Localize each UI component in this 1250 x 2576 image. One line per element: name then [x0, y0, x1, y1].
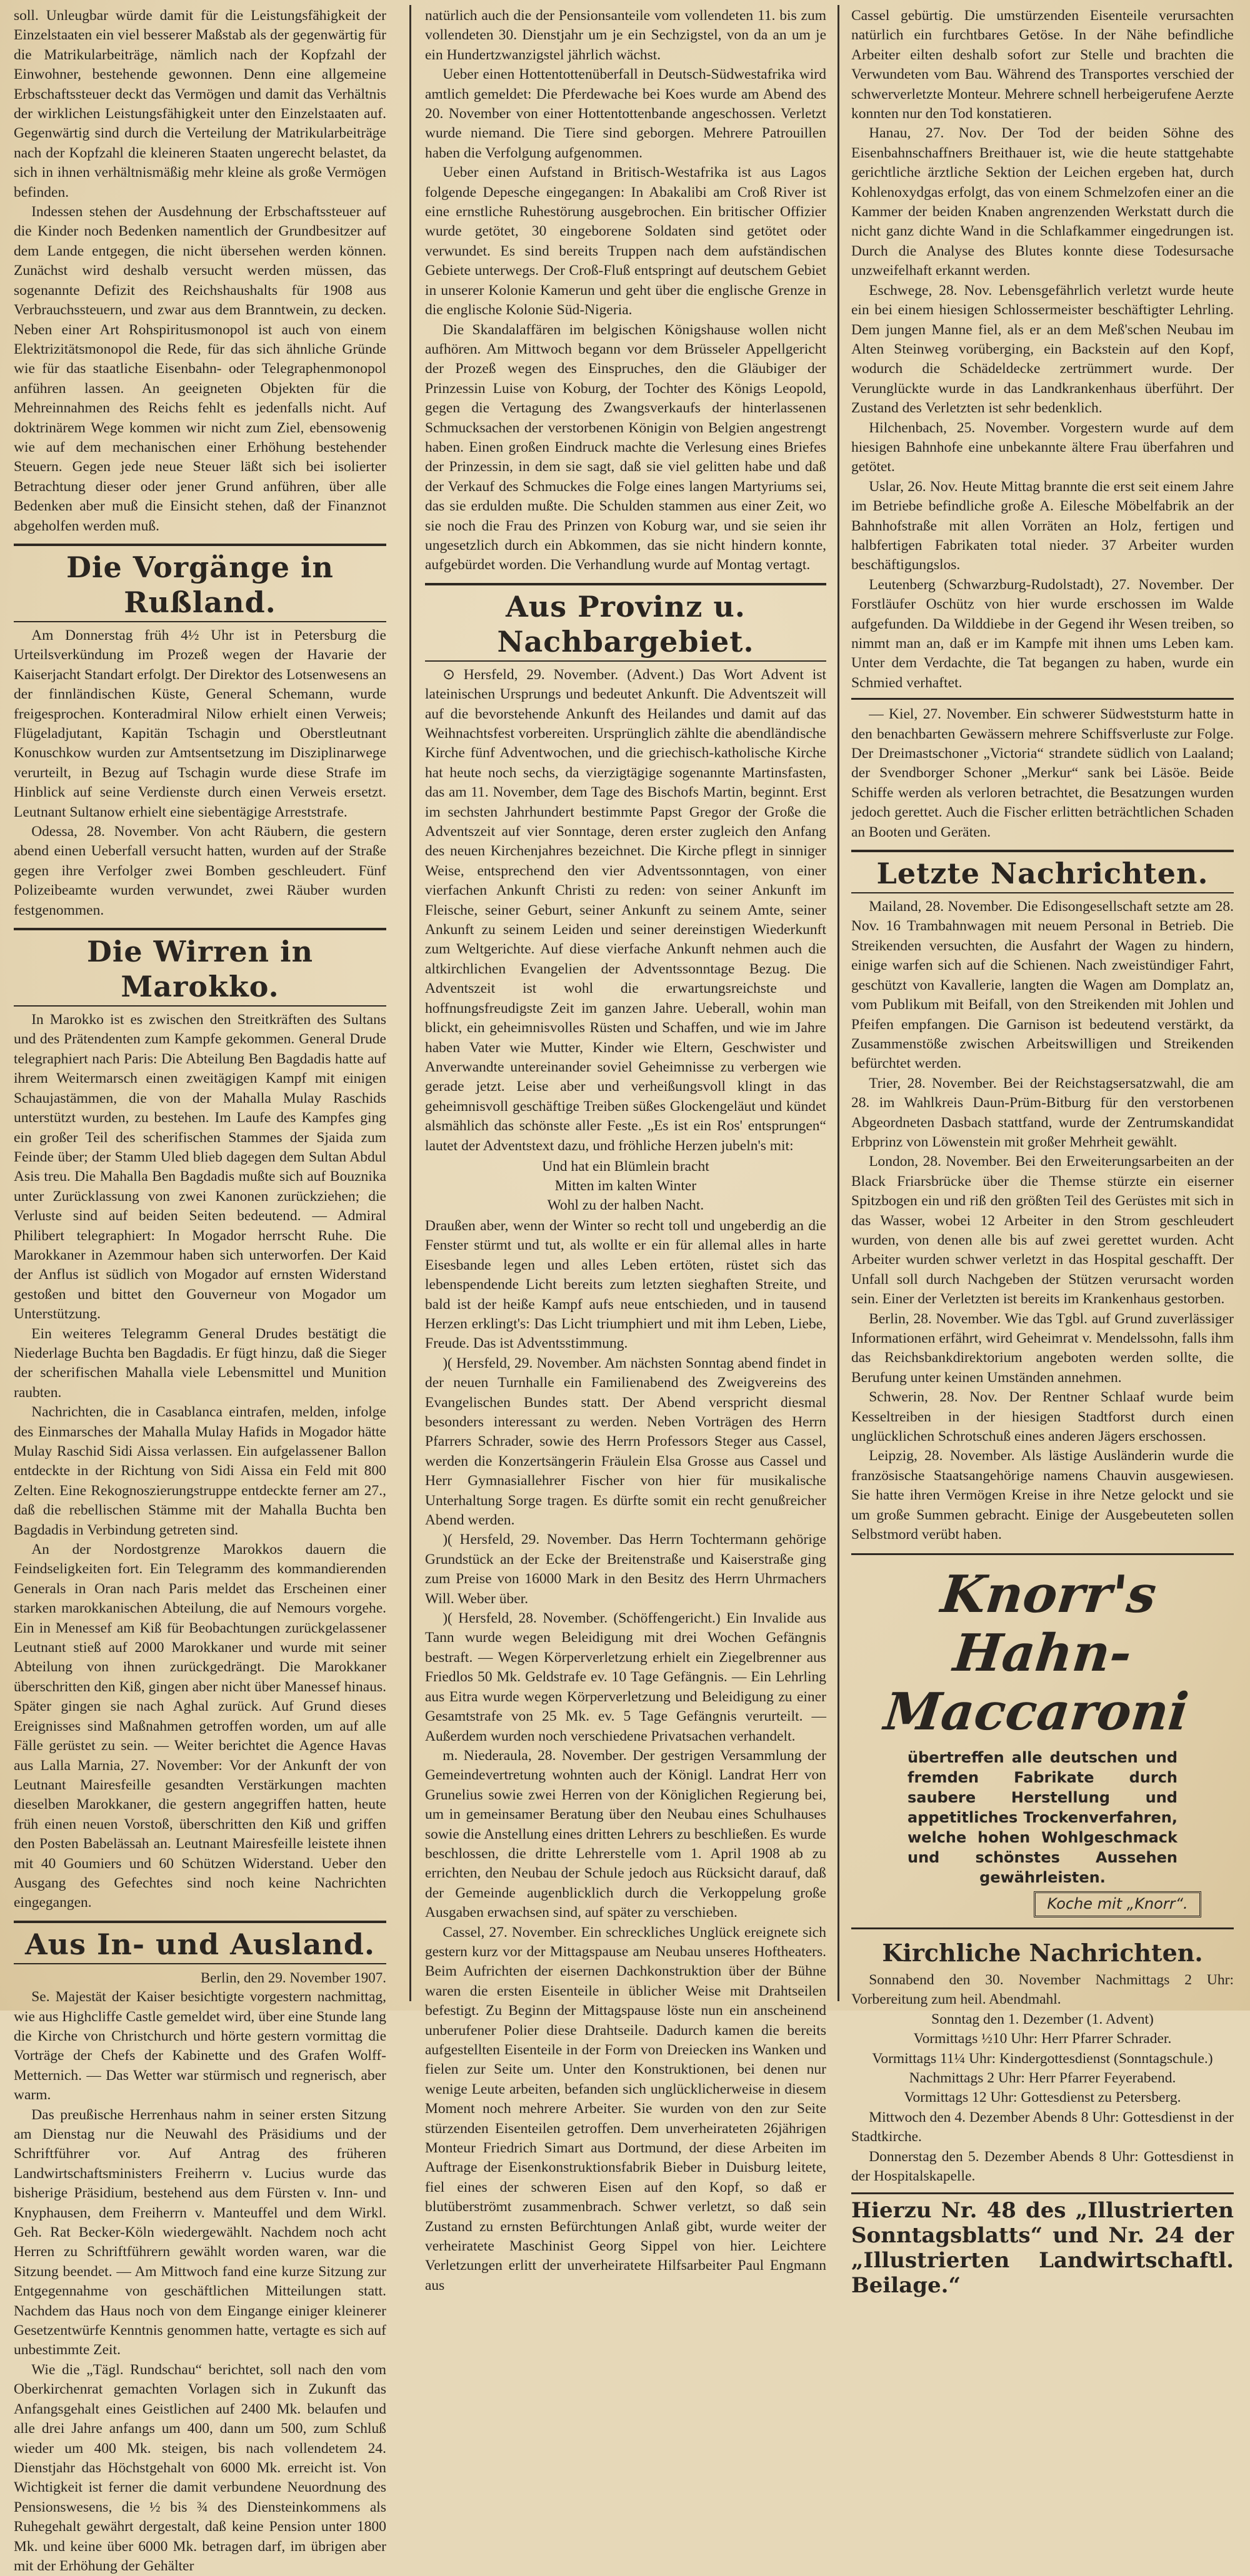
ad-logo-line: Hahn- [951, 1623, 1134, 1684]
section-heading-marokko: Die Wirren in Marokko. [14, 928, 386, 1007]
article-paragraph: m. Niederaula, 28. November. Der gestrigen Versammlung der Gemeindevertretung wohnten auch der Königl. Landrat Herr von Grunelius sowie zwei Herren von der Königlichen Regierung bei, um in gemeinsamer Beratung über den Neubau eines Schulhauses sowie die Anstellung eines dritten Lehrers zu beschließen. Es wurde beschlossen, die dritte Lehrerstelle vom 1. April 1908 ab zu errichten, den Neubau der Schule jedoch aus Rücksicht darauf, daß der Gemeinde augenblicklich durch die Verkoppelung große Ausgaben erwachsen sind, auf später zu verschieben. [425, 1747, 826, 1921]
church-notice: Mittwoch den 4. Dezember Abends 8 Uhr: Gottesdienst in der Stadtkirche. [851, 2109, 1234, 2146]
article-paragraph: Am Donnerstag früh 4½ Uhr ist in Petersburg die Urteilsverkündung im Prozeß wegen der Havarie der Kaiserjacht Standart erfolgt. Der Direktor des Lotsenwesens an der finnländischen Küste, General Schemann, wurde freigesprochen. Konteradmiral Nilow erhielt einen Verweis; Flügeladjutant, Kapitän Tschagin und Oberstleutnant Konuschkow wurden zur Amtsentsetzung im Disziplinarwege verurteilt, in Bezug auf Tschagin wurde diese Strafe im Hinblick auf seine Verdienste durch einen Verweis ersetzt. Leutnant Sultanow erhielt eine siebentägige Arreststrafe. [14, 627, 386, 820]
article-paragraph: Eschwege, 28. Nov. Lebensgefährlich verletzt wurde heute ein bei einem hiesigen Schlossermeister beschäftigter Lehrling. Dem jungen Manne fiel, als er an dem Meß'schen Neubau im Alten Steinweg vorüberging, ein Backstein auf den Kopf, wodurch die Schädeldecke zertrümmert wurde. Der Verunglückte wurde in das Landkrankenhaus überführt. Der Zustand des Verletzten ist sehr bedenklich. [851, 282, 1234, 417]
article-paragraph: Das preußische Herrenhaus nahm in seiner ersten Sitzung am Dienstag nur die Neuwahl des Präsidiums und der Schriftführer vor. Auf Antrag des früheren Landwirtschaftsministers Freiherrn v. Lucius wurde das bisherige Präsidium, bestehend aus dem Fürsten v. Inn- und Knyphausen, dem Freiherrn v. Manteuffel und dem Wirkl. Geh. Rat Becker-Köln wiedergewählt. Nachdem noch acht Herren zu Schriftführern gewählt worden waren, war die Sitzung beendet. — Am Mittwoch fand eine kurze Sitzung zur Entgegennahme von geschäftlichen Mitteilungen statt. Nachdem das Haus noch von dem Eingange einiger kleinerer Gesetzentwürfe Kenntnis genommen hatte, vertagte es sich auf unbestimmte Zeit. [14, 2106, 386, 2359]
article-paragraph: Draußen aber, wenn der Winter so recht toll und ungeberdig an die Fenster stürmt und tut, als wollte er ein für allemal alles in harte Eisesbande legen und alles Leben ertöten, rüstet sich das lebenspendende Licht bereits zum letzten sieghaften Streite, und bald ist der heiße Kampf aufs neue entschieden, und in tausend Herzen erklingt's: Das Licht triumphiert und mit ihm Leben, Liebe, Freude. Das ist Adventsstimmung. [425, 1217, 826, 1352]
article-paragraph: Odessa, 28. November. Von acht Räubern, die gestern abend einen Ueberfall versucht hatten, wurden auf der Straße gegen ihre Verfolger zwei Bomben geschleudert. Fünf Polizeibeamte wurden verwundet, zwei Räuber wurden festgenommen. [14, 823, 386, 918]
article-paragraph: Nachrichten, die in Casablanca eintrafen, melden, infolge des Einmarsches der Mahalla Mulay Hafids in Mogador hätte Mulay Raschid Sidi Aissa verlassen. Ein aufgelassener Ballon entdeckte in der Richtung von Sidi Aissa ein Feld mit 800 Zelten. Eine Rekognoszierungstruppe entdeckte ferner am 27., daß die rebellischen Stämme mit der Mahalla Buchta ben Bagdadis in Verbindung getreten sind. [14, 1404, 386, 1538]
article-paragraph: An der Nordostgrenze Marokkos dauern die Feindseligkeiten fort. Ein Telegramm des kommandierenden Generals in Oran nach Paris meldet das Erscheinen einer starken marokkanischen Abteilung, die auf Nemours vorgehe. Ein in Menessef am Kiß für Beobachtungen zurückgelassener Leutnant stieß auf 2000 Marokkaner und wurde mit seiner Abteilung von ihnen zurückgedrängt. Die Marokkaner überschritten den Kiß, gingen aber nicht über Manessef hinaus. Später gingen sie nach Aghal zurück. Auf Grund dieses Ereignisses sind Maßnahmen getroffen worden, um auf alle Fälle gerüstet zu sein. — Weiter berichtet die Agence Havas aus Lalla Marnia, 27. November: Vor der Ankunft der von Leutnant Mairesfeille gesandten Verstärkungen machten dieselben Marokkaner, die gestern angegriffen hatten, heute früh einen neuen Vorstoß, überschritten den Kiß und griffen den Posten Babelässah an. Leutnant Mairesfeille leistete ihnen mit 40 Goumiers und 60 Schützen Widerstand. Ueber den Ausgang des Gefechtes sind noch keine Nachrichten eingegangen. [14, 1541, 386, 1911]
church-notice: Donnerstag den 5. Dezember Abends 8 Uhr: Gottesdienst in der Hospitalskapelle. [851, 2148, 1234, 2184]
article-paragraph: Uslar, 26. Nov. Heute Mittag brannte die erst seit einem Jahre im Betriebe befindliche große A. Eilesche Möbelfabrik an der Bahnhofstraße mit allen Vorräten an Holz, fertigen und halbfertigen Fabrikaten total nieder. 37 Arbeiter wurden beschäftigungslos. [851, 478, 1234, 574]
poem-line: Und hat ein Blümlein bracht [542, 1158, 709, 1175]
article-paragraph: natürlich auch die der Pensionsanteile vom vollendeten 11. bis zum vollendeten 30. Dienstjahr um je ein Sechzigstel, von da an um je ein Hundertzwanzigstel jährlich wächst. [425, 7, 826, 63]
column-2 [425, 6, 826, 2295]
ad-logo-line: Maccaroni [881, 1682, 1191, 1743]
article-paragraph: Hanau, 27. Nov. Der Tod der beiden Söhne des Eisenbahnschaffners Breithauer ist, wie die heute stattgehabte gerichtliche ärztliche Sektion der Leichen ergeben hat, durch Kohlenoxydgas erfolgt, das von einem Schmelzofen einer an die Kammer der beiden Knaben angrenzenden Werkstatt durch die nicht ganz dichte Wand in die Schlafkammer eingedrungen ist. Durch die Analyse des Blutes konnte diese Todesursache unzweifelhaft erkannt werden. [851, 125, 1234, 279]
ad-logo [848, 1565, 1237, 1741]
poem-line: Wohl zu der halben Nacht. [547, 1196, 704, 1213]
section-heading-ausland: Aus In- und Ausland. [14, 1921, 386, 1964]
section-heading-kirchliche-nachrichten: Kirchliche Nachrichten. [882, 1938, 1203, 1967]
column-divider [409, 5, 411, 2001]
knorr-advertisement [851, 1553, 1234, 1929]
church-notice: Sonnabend den 30. November Nachmittags 2 Uhr: Vorbereitung zum heil. Abendmahl. [851, 1971, 1234, 2008]
article-paragraph: Hilchenbach, 25. November. Vorgestern wurde auf dem hiesigen Bahnhofe eine unbekannte ältere Frau überfahren und getötet. [851, 419, 1234, 475]
article-paragraph: London, 28. November. Bei den Erweiterungsarbeiten an der Black Friarsbrücke über die Themse stürzte ein eiserner Spitzbogen ein und riß den größten Teil des Gerüstes mit sich in das Wasser, wobei 12 Arbeiter in den Strom geschleudert wurden, von denen alle bis auf zwei gerettet wurden. Acht Arbeiter wurden schwer verletzt in das Hospital geschafft. Der Unfall soll durch Nachgeben der Stützen verursacht worden sein. Einer der Verletzten ist bereits im Krankenhaus gestorben. [851, 1153, 1234, 1308]
church-notice: Vormittags 11¼ Uhr: Kindergottesdienst (Sonntagschule.) [872, 2050, 1213, 2067]
article-paragraph: Wie die „Tägl. Rundschau“ berichtet, soll nach den vom Oberkirchenrat gemachten Vorlagen sich in Zukunft das Anfangsgehalt eines Geistlichen auf 2400 Mk. belaufen und alle drei Jahre anfangs um 400, dann um 500, zum Schluß wieder um 400 Mk. steigen, bis nach vollendetem 24. Dienstjahr das Höchstgehalt von 6000 Mk. erreicht ist. Von Wichtigkeit ist ferner die damit verbundene Neuordnung des Pensionswesens, die ½ bis ¾ des Diensteinkommens als Ruhegehalt gewährt dergestalt, daß keine Pension unter 1800 Mk. und keine über 6000 Mk. betragen darf, im übrigen aber mit der Erhöhung der Gehälter [14, 2361, 386, 2574]
divider [851, 698, 1234, 700]
article-paragraph: Ueber einen Hottentottenüberfall in Deutsch-Südwestafrika wird amtlich gemeldet: Die Pferdewache bei Koes wurde am Abend des 20. November von einer Hottentottenbande angeschossen. Verletzt wurde niemand. Die Tiere sind geborgen. Mehrere Patrouillen haben die Verfolgung aufgenommen. [425, 66, 826, 161]
church-notice: Vormittags ½10 Uhr: Herr Pfarrer Schrader. [913, 2031, 1172, 2047]
church-notice: Sonntag den 1. Dezember (1. Advent) [931, 2011, 1154, 2027]
article-paragraph: Leutenberg (Schwarzburg-Rudolstadt), 27. November. Der Forstläufer Oschütz von hier wurde erschossen im Walde aufgefunden. Da Wilddiebe in der Gegend ihr Wesen treiben, so nimmt man an, daß er im Kampfe mit ihnen ums Leben kam. Unter dem Verdachte, die Tat begangen zu haben, wurde ein Schmied verhaftet. [851, 576, 1234, 691]
article-paragraph: In Marokko ist es zwischen den Streitkräften des Sultans und des Prätendenten zum Kampfe gekommen. General Drude telegraphiert nach Paris: Die Abteilung Ben Bagdadis hatte auf ihrem Weitermarsch einen zweitägigen Kampf mit einigen Schaujastämmen, die von der Mahalla Mulay Raschids unterstützt wurden, zu bestehen. Im Laufe des Kampfes ging ein großer Teil des scherifischen Stammes der Sjaida zum Feinde über; der Stamm Uled blieb dagegen dem Sultan Abdul Asis treu. Die Mahalla Ben Bagdadis mußte sich auf Bouznika unter Zurücklassung von zwei Kanonen zurückziehen; die Verluste sind auf beiden Seiten bedeutend. — Admiral Philibert telegraphiert: In Mogador herrscht Ruhe. Die Marokkaner in Azemmour haben sich unterworfen. Der Kaid der Anflus ist südlich von Mogador auf ernsten Widerstand gestoßen und bittet den Gouverneur von Mogador um Unterstützung. [14, 1012, 386, 1323]
article-paragraph: Die Skandalaffären im belgischen Königshause wollen nicht aufhören. Am Mittwoch begann vor dem Brüsseler Appellgericht der Prozeß wegen des Einspruches, den die Gläubiger der Prinzessin Luise von Koburg, der Tochter des Königs Leopold, gegen die Vertagung des Zwangsverkaufs der hinterlassenen Schmucksachen der verstorbenen Königin von Belgien angestrengt haben. Einen großen Eindruck machte die Verlesung eines Briefes der Prinzessin, in dem sie sagt, daß sie viel gelitten habe und daß der Verkauf des Schmuckes die Folge eines langen Martyriums sei, das sie erdulden mußte. Die Schulden stammen aus einer Zeit, wo sie noch die Frau des Prinzen von Koburg war, und sie seien ihr ungesetzlich durch ein Abkommen, das sie nicht hindern konnte, aufgebürdet worden. Die Verhandlung wurde auf Montag vertagt. [425, 321, 826, 574]
ad-body-text: übertreffen alle deutschen und fremden Fabrikate durch saubere Herstellung und appetitliches Trockenverfahren, welche hohen Wohlgeschmack und schönstes Aussehen gewährleisten. [908, 1749, 1178, 1887]
column-3 [851, 6, 1234, 2298]
article-paragraph: Leipzig, 28. November. Als lästige Ausländerin wurde die französische Staatsangehörige namens Chauvin ausgewiesen. Sie hatte ihren Vermögen Kreise in ihre Netze gelockt und sie um große Summen gebracht. Einige der Ausgebeuteten sollen Selbstmord verübt haben. [851, 1448, 1234, 1543]
article-paragraph: Mailand, 28. November. Die Edisongesellschaft setzte am 28. Nov. 16 Trambahnwagen mit neuem Personal in Betrieb. Die Streikenden versuchten, die Ausfahrt der Wagen zu hindern, einige warfen sich auf die Schienen. Nach zweistündiger Fahrt, geschützt von Kavallerie, langten die Wagen am Domplatz an, vom Publikum mit Beifall, von den Streikenden mit Johlen und Pfeifen empfangen. Die Garnison ist bedeutend verstärkt, da Zusammenstöße zwischen Arbeitswilligen und Streikenden befürchtet werden. [851, 898, 1234, 1072]
article-paragraph: Cassel, 27. November. Ein schreckliches Unglück ereignete sich gestern kurz vor der Mittagspause am Neubau unseres Hoftheaters. Beim Aufrichten der eisernen Dachkonstruktion über der Bühne waren die ersten Eisenteile in üblicher Weise mit Drahtseilen befestigt. Zu Beginn der Mittagspause löste nun ein anscheinend unberufener Polier diese Drahtseile. Dadurch kamen die bereits aufgestellten Eisenteile in der Form von Dreiecken ins Wanken und fielen zur Seite um. Unter den Konstruktionen, bei denen nur wenige Leute arbeiten, befanden sich unglücklicherweise in diesem Moment noch mehrere Arbeiter. Sie wurden von den zur Seite stürzenden Eisenteilen getroffen. Dem unverheirateten 26jährigen Monteur Friedrich Simart aus Dortmund, der diese Arbeiten im Auftrage der Eisenkonstruktionsfabrik Bieber in Duisburg leitete, fiel eines der schweren Eisen auf den Kopf, so daß er blutüberströmt zusammenbrach. Schwer verletzt, so daß sein Zustand zu ernsten Befürchtungen Anlaß gibt, wurde weiter der verheiratete Maschinist Georg Sippel von hier. Leichtere Verletzungen erlitt der unverheiratete Hilfsarbeiter Paul Engmann aus [425, 1924, 826, 2294]
article-paragraph: — Kiel, 27. November. Ein schwerer Südweststurm hatte in den benachbarten Gewässern mehrere Schiffsverluste zur Folge. Der Dreimastschoner „Victoria“ strandete südlich von Laaland; der Svendborger Schoner „Merkur“ sank bei Läsöe. Beide Schiffe werden als verloren betrachtet, die Besatzungen wurden jedoch gerettet. Auch die Fischer erlitten beträchtlichen Schaden an Booten und Geräten. [851, 706, 1234, 840]
poem-line: Mitten im kalten Winter [554, 1177, 697, 1194]
supplement-notice: Hierzu Nr. 48 des „Illustrierten Sonntagsblatts“ und Nr. 24 der „Illustrierten Landwirtschaftl. Beilage.“ [851, 2192, 1234, 2298]
poem [425, 1157, 826, 1215]
article-paragraph: Indessen stehen der Ausdehnung der Erbschaftssteuer auf die Kinder noch Bedenken namentlich der Grundbesitzer auf dem Lande entgegen, die nicht übersehen werden können. Zunächst wird deshalb versucht werden müssen, das sogenannte Defizit des Reichshaushalts für 1908 aus Verbrauchssteuern, und zwar aus dem Branntwein, zu decken. Neben einer Art Rohspiritusmonopol ist auch von einem Elektrizitätsmonopol die Rede, für das sich ähnliche Gründe wie für das staatliche Eisenbahn- oder Telegraphenmonopol anführen lassen. An geeigneten Objekten für die Mehreinnahmen des Reichs fehlt es jedenfalls nicht. Auf doktrinärem Wege kommen wir nicht zum Ziel, ebensowenig wie auf dem mechanischen einer Erhöhung bestehender Steuern. Gegen jede neue Steuer läßt sich bei isolierter Betrachtung dieser oder jener Grund anführen, über alle Bedenken aber muß die Einsicht stehen, daß der Finanznot abgeholfen werden muß. [14, 204, 386, 534]
article-paragraph: Schwerin, 28. Nov. Der Rentner Schlaaf wurde beim Kesseltreiben in der hiesigen Stadtforst durch einen unglücklichen Schrotschuß eines anderen Jägers erschossen. [851, 1389, 1234, 1445]
church-notice: Nachmittags 2 Uhr: Herr Pfarrer Feyerabend. [909, 2069, 1176, 2086]
article-paragraph: )( Hersfeld, 28. November. (Schöffengericht.) Ein Invalide aus Tann wurde wegen Beleidigung mit drei Wochen Gefängnis bestraft. — Wegen Körperverletzung erhielt ein Ziegelbrenner aus Friedlos 50 Mk. Geldstrafe ev. 10 Tage Gefängnis. — Ein Lehrling aus Eitra wurde wegen Körperverletzung und Beleidigung zu einer Gesamtstrafe von 25 Mk. ev. 5 Tage Gefängnis verurteilt. — Außerdem wurden noch verschiedene Privatsachen verhandelt. [425, 1610, 826, 1744]
section-heading-russland: Die Vorgänge in Rußland. [14, 544, 386, 622]
article-paragraph: Berlin, 28. November. Wie das Tgbl. auf Grund zuverlässiger Informationen erfährt, wird Geheimrat v. Mendelssohn, falls ihm das Reichsbankdirektorium angeboten werden sollte, die Berufung unter keinen Umständen annehmen. [851, 1310, 1234, 1386]
column-1 [14, 6, 386, 2576]
article-paragraph: )( Hersfeld, 29. November. Das Herrn Tochtermann gehörige Grundstück an der Ecke der Breitenstraße und Kaiserstraße ging zum Preise von 16000 Mark in den Besitz des Herrn Uhrmachers Will. Weber über. [425, 1531, 826, 1607]
section-heading-provinz: Aus Provinz u. Nachbargebiet. [425, 583, 826, 662]
article-paragraph: soll. Unleugbar würde damit für die Leistungsfähigkeit der Einzelstaaten ein viel besserer Maßstab als der gegenwärtig für die Matrikularbeiträge, nämlich nach der Kopfzahl der Einwohner, bestehende gewonnen. Denn eine allgemeine Erbschaftssteuer deckt das Vermögen und damit das Verhältnis der wirklichen Leistungsfähigkeit unter den Einzelstaaten auf. Gegenwärtig sind durch die Verteilung der Matrikularbeiträge nach der Kopfzahl die kleineren Staaten ungerecht belastet, da sich in ihnen verhältnismäßig mehr kleine als große Vermögen befinden. [14, 7, 386, 201]
ad-logo-line: Knorr's [938, 1564, 1159, 1625]
dateline: Berlin, den 29. November 1907. [200, 1969, 386, 1986]
ad-slogan: Koche mit „Knorr“. [1034, 1891, 1201, 1917]
article-paragraph: Ueber einen Aufstand in Britisch-Westafrika ist aus Lagos folgende Depesche eingegangen: In Abakalibi am Croß River ist eine ernstliche Ruhestörung ausgebrochen. Ein britischer Offizier wurde getötet, 30 eingeborene Soldaten sind getötet oder verwundet. Es sind bereits Truppen nach dem aufständischen Gebiete unterwegs. Der Croß-Fluß entspringt auf deutschem Gebiet in unserer Kolonie Kamerun und geht über die englische Grenze in die englische Kolonie Süd-Nigeria. [425, 164, 826, 319]
church-notice: Vormittags 12 Uhr: Gottesdienst zu Petersberg. [904, 2089, 1181, 2106]
article-paragraph: Se. Majestät der Kaiser besichtigte vorgestern nachmittag, wie aus Highcliffe Castle gemeldet wird, über eine Stunde lang die Kirche von Christchurch und hörte gestern vormittag die Vorträge der Chefs der Kabinette und des Grafen Wolff-Metternich. — Das Wetter war stürmisch und regnerisch, aber warm. [14, 1989, 386, 2104]
article-paragraph: Ein weiteres Telegramm General Drudes bestätigt die Niederlage Buchta ben Bagdadis. Er fügt hinzu, daß die Sieger der scherifischen Mahalla viele Lebensmittel und Munition raubten. [14, 1325, 386, 1401]
section-heading-letzte-nachrichten: Letzte Nachrichten. [851, 850, 1234, 893]
article-paragraph: Trier, 28. November. Bei der Reichstagsersatzwahl, die am 28. im Wahlkreis Daun-Prüm-Bitburg für den verstorbenen Abgeordneten Dasbach stattfand, wurde der Zentrumskandidat Erbprinz von Löwenstein mit großer Mehrheit gewählt. [851, 1075, 1234, 1150]
article-paragraph: Cassel gebürtig. Die umstürzenden Eisenteile verursachten natürlich ein furchtbares Getöse. In der Nähe befindliche Arbeiter eilten deshalb sofort zur Stelle und brachten die Verwundeten vom Bau. Während des Transportes verschied der schwerverletzte Monteur. Mehrere schnell herbeigerufene Aerzte konnten nur den Tod konstatieren. [851, 7, 1234, 122]
article-paragraph: )( Hersfeld, 29. November. Am nächsten Sonntag abend findet in der neuen Turnhalle ein Familienabend des Zweigvereins des Evangelischen Bundes statt. Der Abend verspricht diesmal besonders interessant zu werden. Neben Vorträgen des Herrn Pfarrers Schrader, sowie des Herrn Professors Steger aus Cassel, werden die Konzertsängerin Fräulein Elsa Grosse aus Cassel und Herr Gymnasiallehrer Fischer von hier für musikalische Unterhaltung Sorge tragen. Es dürfte somit ein recht genußreicher Abend werden. [425, 1355, 826, 1529]
article-paragraph: ⊙ Hersfeld, 29. November. (Advent.) Das Wort Advent ist lateinischen Ursprungs und bedeutet Ankunft. Die Adventszeit will auf die bevorstehende Ankunft des Heilandes und damit auf das Weihnachtsfest vorbereiten. Ursprünglich zählte die abendländische Kirche fünf Adventwochen, und die griechisch-katholische Kirche hat heute noch sechs, da vierzigtägige sogenannte Martinsfasten, das am 11. November, dem Tage des Bischofs Martin, beginnt. Erst im sechsten Jahrhundert bestimmte Papst Gregor der Große die Adventszeit auf vier Sonntage, deren erster zugleich den Anfang des neuen Kirchenjahres bezeichnet. Die Kirche pflegt in sinniger Weise, entsprechend den vier Adventssonntagen, von einer vierfachen Ankunft Christi zu reden: von seiner Ankunft im Fleische, seiner Geburt, seiner Ankunft zu seinem Amte, seiner Ankunft zu seinem Leiden und seiner dereinstigen Wiederkunft zum Weltgerichte. Auf diese vierfache Ankunft nehmen auch die altkirchlichen Evangelien der Adventssonntage Bezug. Die Adventszeit ist wohl die erwartungsreichste und hoffnungsfreudigste Zeit im ganzen Jahre. Ueberall, wohin man blickt, ein geheimnisvolles Rüsten und Schaffen, und wie im Jahre haben Vater wie Mutter, Kinder wie Eltern, Geschwister und Anverwandte untereinander soviel Geheimnisse zu verbergen wie gerade jetzt. Leise aber und verheißungsvoll klingt in das geheimnisvoll geschäftige Treiben süßes Glockengeläut und kündet alsmählich das schönste aller Feste. „Es ist ein Ros' entsprungen“ lautet der Adventstext dazu, und fröhliche Herzen jubeln's mit: [425, 666, 826, 1154]
column-divider [838, 5, 839, 2001]
